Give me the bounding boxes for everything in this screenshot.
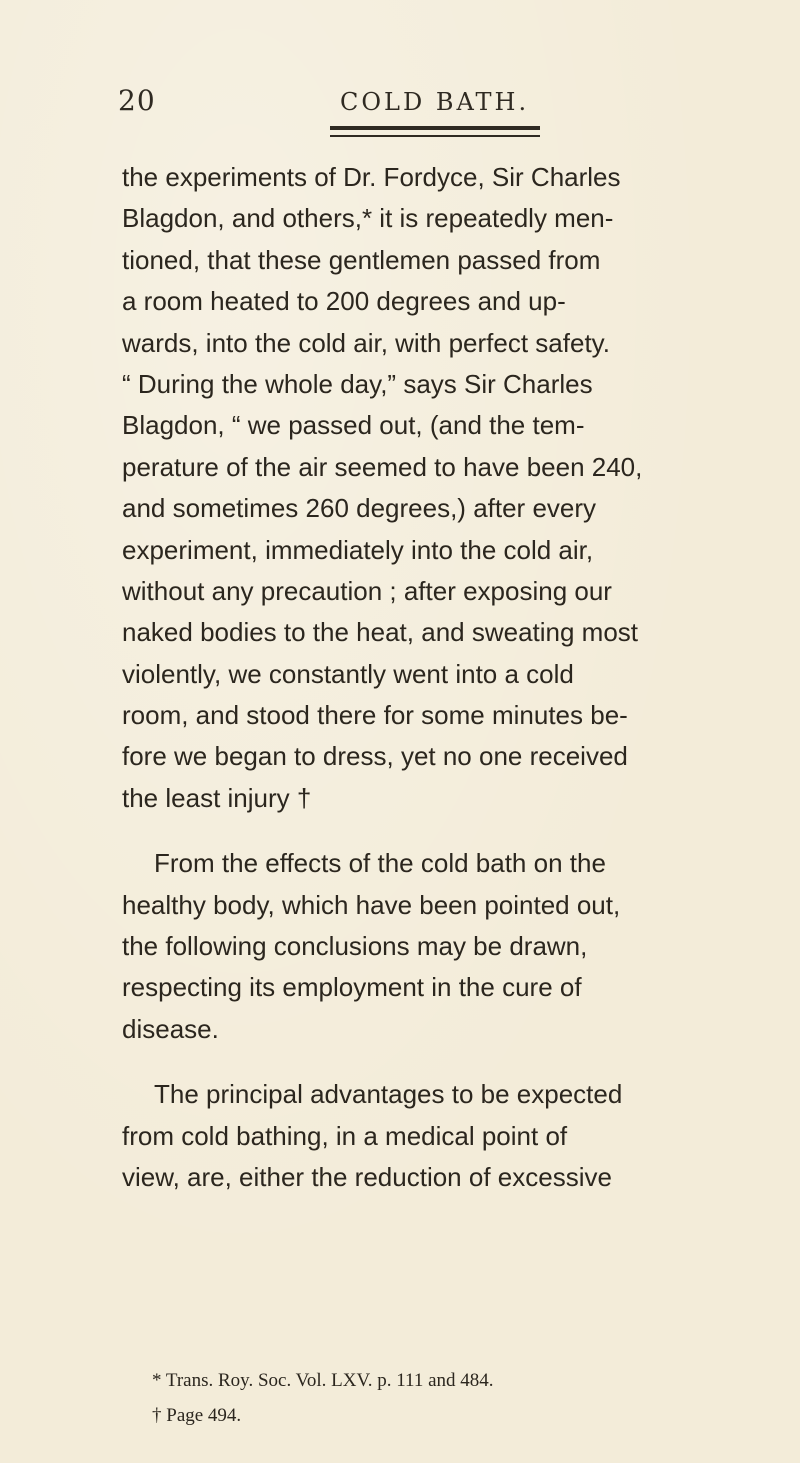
text-line: naked bodies to the heat, and sweating most xyxy=(122,617,639,648)
text-line: Blagdon, and others,* it is repeatedly men- xyxy=(122,203,614,234)
text-line: a room heated to 200 degrees and up- xyxy=(122,286,566,317)
text-line: violently, we constantly went into a cold xyxy=(122,658,574,689)
text-line: tioned, that these gentlemen passed from xyxy=(122,244,601,275)
body-text xyxy=(122,157,762,1198)
page-number: 20 xyxy=(118,84,156,117)
text-line: and sometimes 260 degrees,) after every xyxy=(122,493,597,524)
text-line: perature of the air seemed to have been 240, xyxy=(122,451,643,482)
header-rule-thin xyxy=(330,135,540,137)
running-head: COLD BATH. xyxy=(340,88,530,116)
paragraph-gap xyxy=(122,1050,762,1074)
paragraph-gap xyxy=(122,819,762,843)
text-line: fore we began to dress, yet no one received xyxy=(122,741,628,772)
text-line: healthy body, which have been pointed out, xyxy=(122,889,621,920)
text-line: without any precaution ; after exposing our xyxy=(122,575,612,606)
text-line: Blagdon, “ we passed out, (and the tem- xyxy=(122,410,585,441)
text-line: the least injury † xyxy=(122,782,312,813)
text-line: from cold bathing, in a medical point of xyxy=(122,1120,568,1151)
text-line: “ During the whole day,” says Sir Charles xyxy=(122,368,593,399)
text-line: room, and stood there for some minutes be- xyxy=(122,700,628,731)
text-line: view, are, either the reduction of excessive xyxy=(122,1161,612,1192)
page-header xyxy=(118,84,718,124)
text-line: experiment, immediately into the cold air, xyxy=(122,534,594,565)
text-line: wards, into the cold air, with perfect safety. xyxy=(122,327,610,358)
footnote: * Trans. Roy. Soc. Vol. LXV. p. 111 and 484. xyxy=(152,1370,494,1391)
text-line: From the effects of the cold bath on the xyxy=(154,848,606,879)
text-line: the following conclusions may be drawn, xyxy=(122,931,588,962)
header-rule-thick xyxy=(330,126,540,130)
footnote: † Page 494. xyxy=(152,1405,242,1426)
text-line: respecting its employment in the cure of xyxy=(122,972,582,1003)
text-line: the experiments of Dr. Fordyce, Sir Charles xyxy=(122,162,621,192)
text-line: disease. xyxy=(122,1013,219,1044)
text-line: The principal advantages to be expected xyxy=(154,1079,623,1110)
